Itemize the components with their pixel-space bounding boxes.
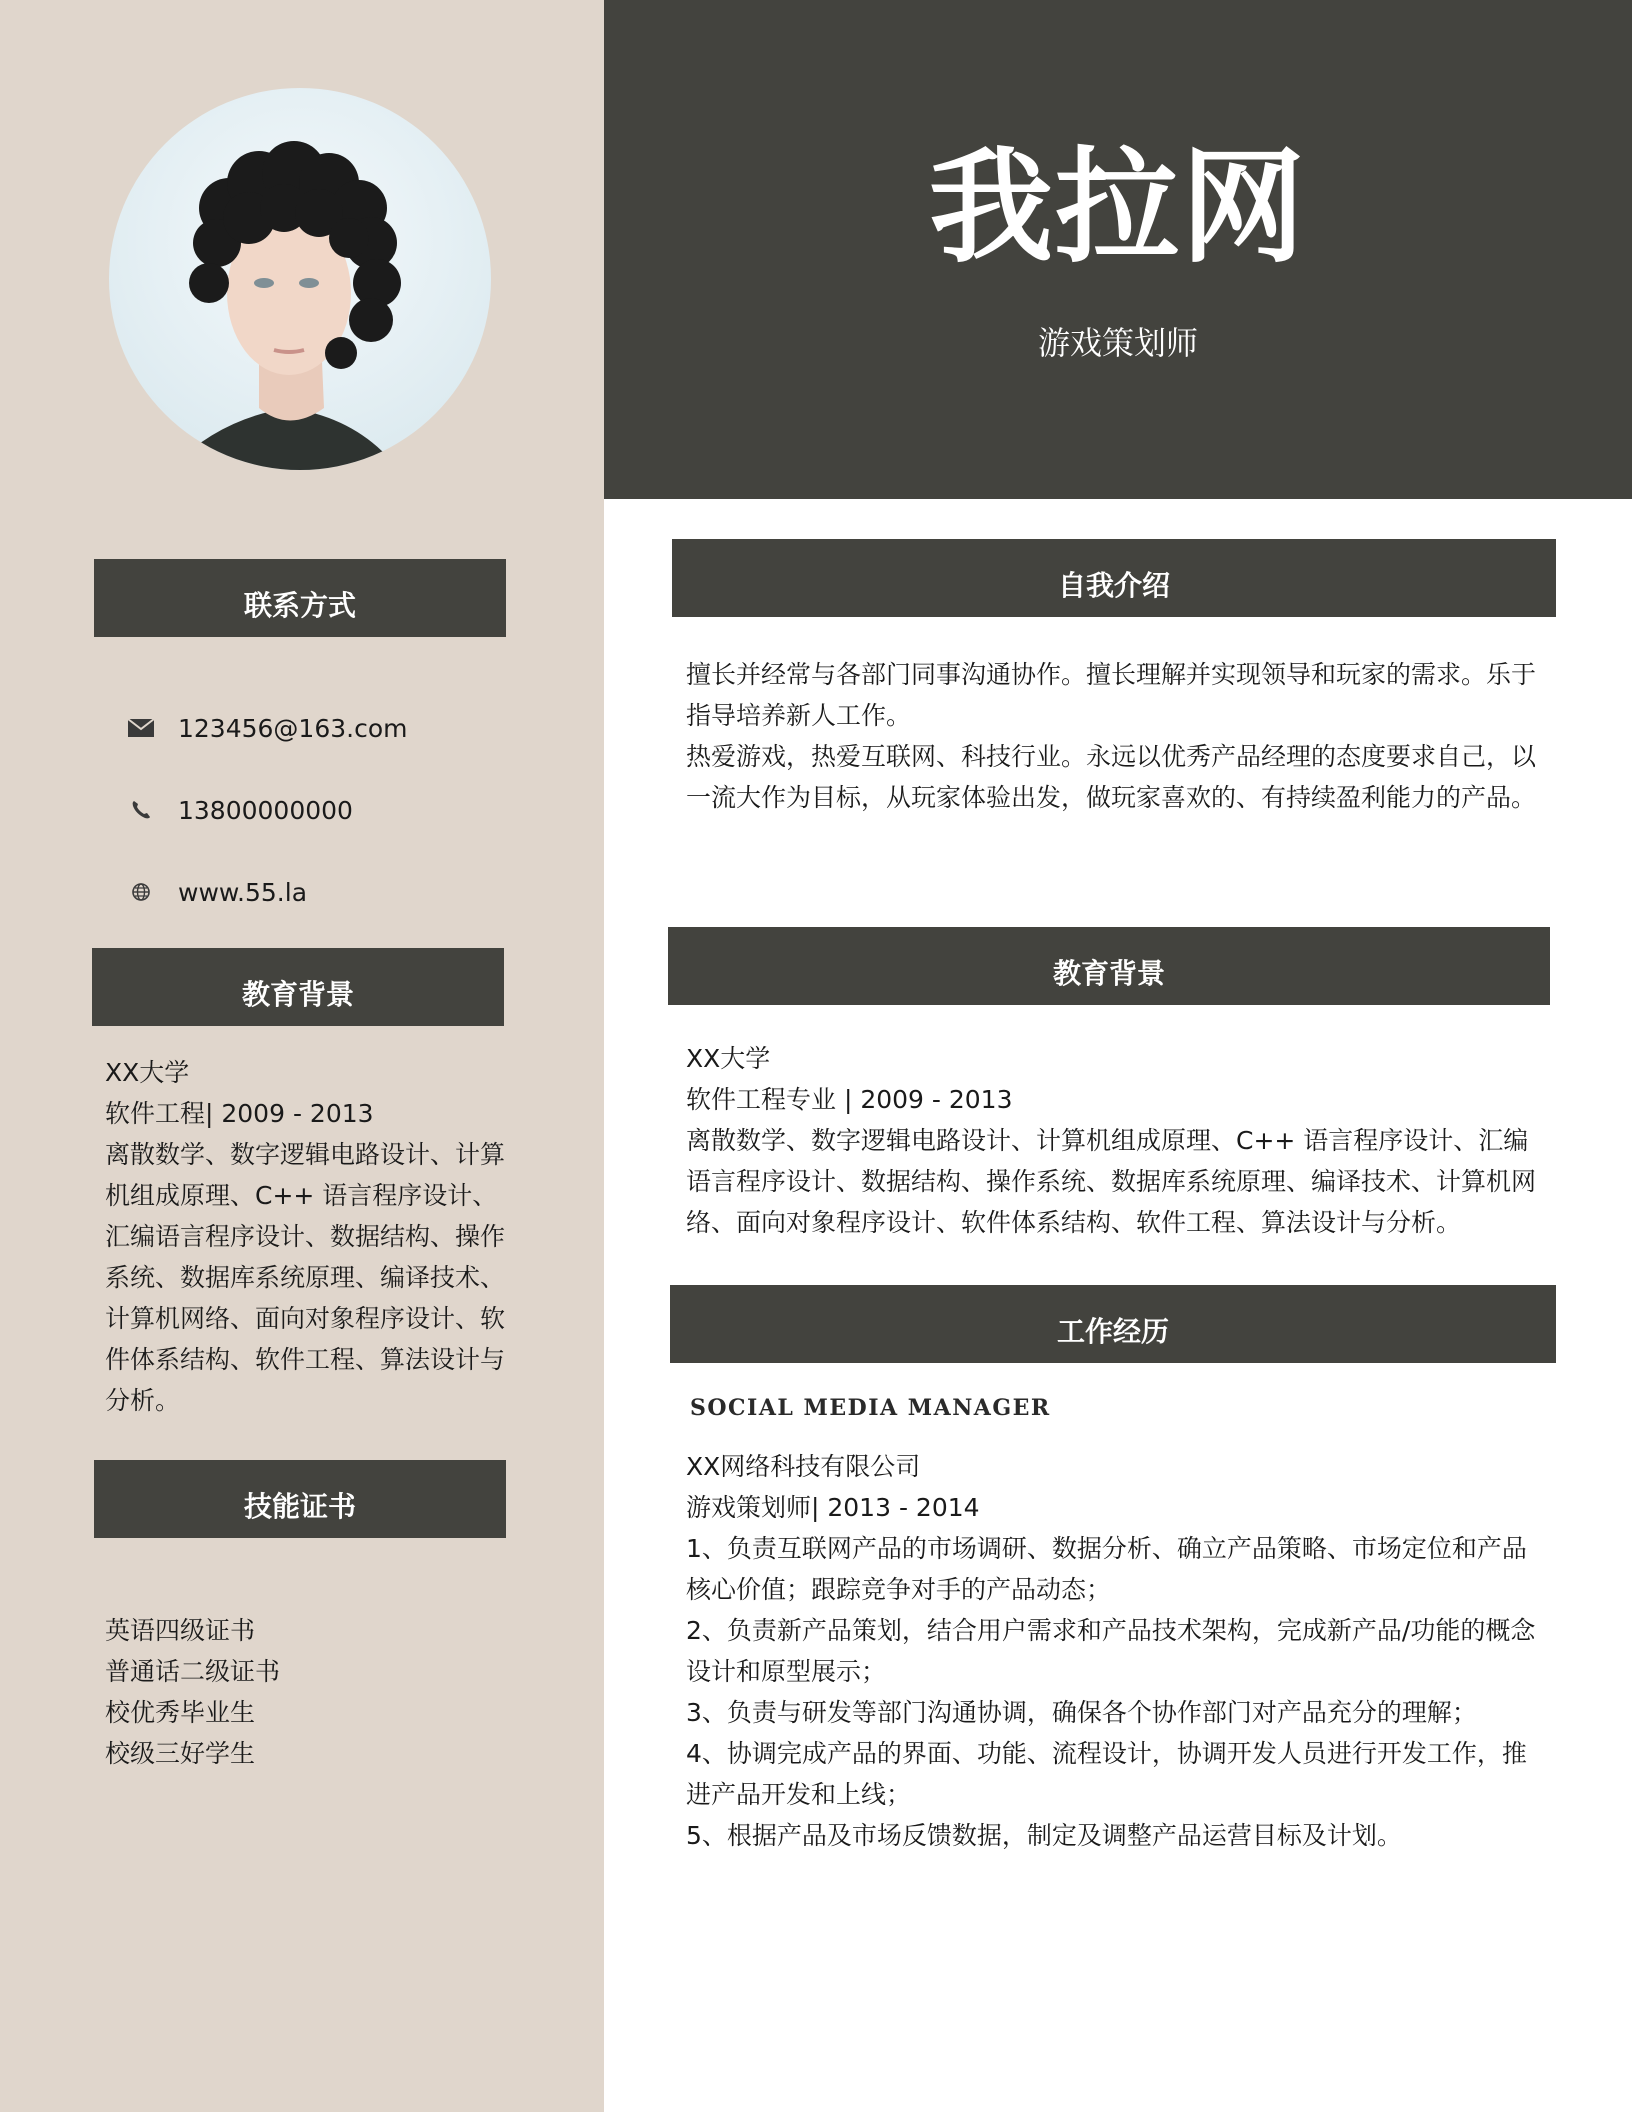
text-line: 汇编语言程序设计、数据结构、操作: [105, 1222, 506, 1251]
text-line: 络、面向对象程序设计、软件体系结构、软件工程、算法设计与分析。: [686, 1208, 1462, 1237]
job-title: SOCIAL MEDIA MANAGER: [690, 1395, 1051, 1421]
text-line: 分析。: [105, 1386, 181, 1415]
text-line: 进产品开发和上线；: [686, 1780, 912, 1809]
text-line: 5、根据产品及市场反馈数据，制定及调整产品运营目标及计划。: [686, 1821, 1402, 1850]
text-line: 计算机网络、面向对象程序设计、软: [105, 1304, 506, 1333]
globe-icon: [126, 877, 156, 907]
text-line: 离散数学、数字逻辑电路设计、计算: [105, 1140, 506, 1169]
main-education-text: [686, 1038, 1546, 1243]
text-line: 系统、数据库系统原理、编译技术、: [105, 1263, 506, 1292]
mail-icon: [126, 713, 156, 743]
main-education-title: 教育背景: [668, 927, 1550, 1005]
sidebar-education-text: [105, 1052, 505, 1421]
skill-item: 校优秀毕业生: [105, 1698, 256, 1727]
text-line: 软件工程| 2009 - 2013: [105, 1099, 374, 1128]
text-line: 设计和原型展示；: [686, 1657, 887, 1686]
skill-item: 英语四级证书: [105, 1616, 256, 1645]
avatar: [109, 88, 491, 470]
contact-email-value[interactable]: 123456@163.com: [178, 713, 408, 743]
sidebar-education-title: 教育背景: [92, 948, 504, 1026]
text-line: 3、负责与研发等部门沟通协调，确保各个协作部门对产品充分的理解；: [686, 1698, 1477, 1727]
contact-email: [126, 708, 408, 748]
text-line: XX网络科技有限公司: [686, 1452, 921, 1481]
text-line: 游戏策划师| 2013 - 2014: [686, 1493, 980, 1522]
text-line: 擅长并经常与各部门同事沟通协作。擅长理解并实现领导和玩家的需求。乐于: [686, 660, 1537, 689]
skill-item: 校级三好学生: [105, 1739, 256, 1768]
intro-section-title: 自我介绍: [672, 539, 1556, 617]
text-line: XX大学: [686, 1044, 771, 1073]
contact-section-title: 联系方式: [94, 559, 506, 637]
work-text: [686, 1446, 1546, 1856]
contact-website: [126, 872, 307, 912]
contact-phone: [126, 790, 353, 830]
contact-website-value[interactable]: www.55.la: [178, 877, 308, 907]
text-line: XX大学: [105, 1058, 190, 1087]
skill-item: 普通话二级证书: [105, 1657, 281, 1686]
text-line: 核心价值；跟踪竞争对手的产品动态；: [686, 1575, 1112, 1604]
text-line: 离散数学、数字逻辑电路设计、计算机组成原理、C++ 语言程序设计、汇编: [686, 1126, 1529, 1155]
intro-text: [686, 654, 1546, 818]
skills-section-title: 技能证书: [94, 1460, 506, 1538]
phone-icon: [126, 795, 156, 825]
candidate-name: 我拉网: [928, 136, 1307, 280]
skills-list: [105, 1610, 505, 1774]
text-line: 语言程序设计、数据结构、操作系统、数据库系统原理、编译技术、计算机网: [686, 1167, 1537, 1196]
text-line: 1、负责互联网产品的市场调研、数据分析、确立产品策略、市场定位和产品: [686, 1534, 1527, 1563]
candidate-role: 游戏策划师: [1037, 324, 1198, 362]
text-line: 2、负责新产品策划，结合用户需求和产品技术架构，完成新产品/功能的概念: [686, 1616, 1536, 1645]
text-line: 指导培养新人工作。: [686, 701, 912, 730]
text-line: 机组成原理、C++ 语言程序设计、: [105, 1181, 498, 1210]
work-section-title: 工作经历: [670, 1285, 1556, 1363]
text-line: 件体系结构、软件工程、算法设计与: [105, 1345, 506, 1374]
text-line: 软件工程专业 | 2009 - 2013: [686, 1085, 1013, 1114]
text-line: 4、协调完成产品的界面、功能、流程设计，协调开发人员进行开发工作，推: [686, 1739, 1527, 1768]
text-line: 热爱游戏，热爱互联网、科技行业。永远以优秀产品经理的态度要求自己，以: [686, 742, 1537, 771]
text-line: 一流大作为目标，从玩家体验出发，做玩家喜欢的、有持续盈利能力的产品。: [686, 783, 1537, 812]
contact-phone-value[interactable]: 13800000000: [178, 795, 353, 825]
